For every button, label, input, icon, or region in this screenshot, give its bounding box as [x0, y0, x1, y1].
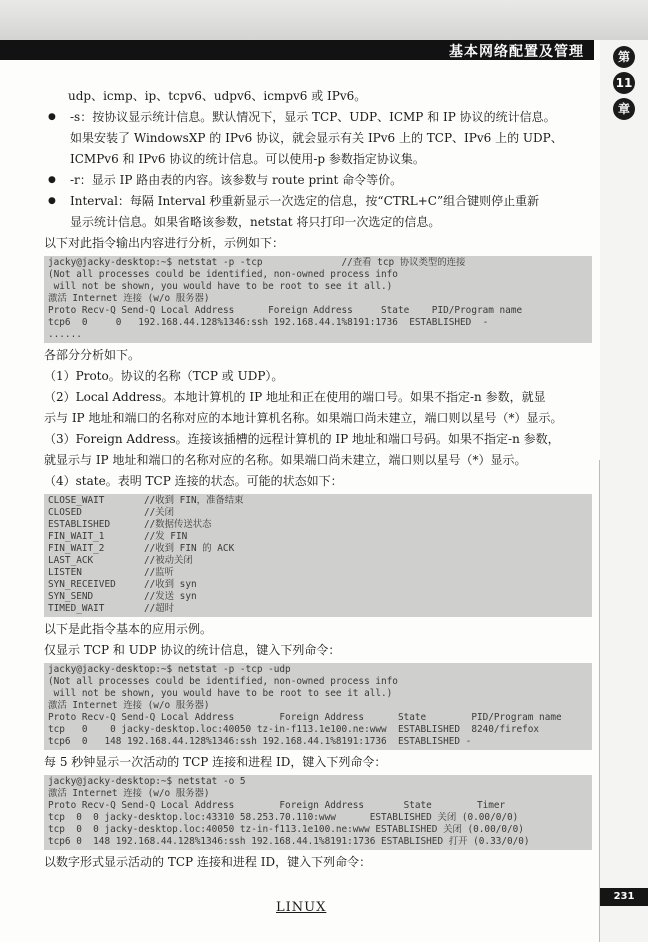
paragraph: 以下对此指令输出内容进行分析，示例如下： — [44, 236, 285, 250]
chapter-tab — [608, 44, 640, 124]
paragraph: （1）Proto。协议的名称（TCP 或 UDP）。 — [44, 369, 284, 383]
bullet-item-s — [44, 107, 592, 170]
state-desc: //超时 — [144, 603, 175, 614]
code-line: Proto Recv-Q Send-Q Local Address Foreign Address State Timer — [48, 800, 506, 811]
state-desc: //收到 FIN，准备结束 — [144, 495, 244, 506]
bullet-text: 如果安装了 WindowsXP 的 IPv6 协议，就会显示有关 IPv6 上的 TCP、IPv6 上的 UDP、 — [70, 131, 563, 145]
chapter-sidebar — [600, 40, 648, 942]
bullet-text: -r：显示 IP 路由表的内容。该参数与 route print 命令等价。 — [70, 173, 403, 187]
bullet-dot-icon: ● — [48, 112, 56, 122]
paragraph: 仅显示 TCP 和 UDP 协议的统计信息，键入下列命令： — [44, 643, 341, 657]
paragraph: 每 5 秒钟显示一次活动的 TCP 连接和进程 ID，键入下列命令： — [44, 755, 387, 769]
state-desc: //监听 — [144, 567, 175, 578]
footer-logo-text: LINUX — [276, 900, 327, 915]
bullet-text: Interval：每隔 Interval 秒重新显示一次选定的信息，按“CTRL+C”组合键则停止重新 — [70, 194, 540, 208]
state-name: FIN_WAIT_2 — [48, 543, 105, 554]
state-desc: //数据传送状态 — [144, 519, 212, 530]
code-line: jacky@jacky-desktop:~$ netstat -p -tcp //查看 tcp 协议类型的连接 — [48, 257, 466, 268]
state-name: LAST_ACK — [48, 555, 94, 566]
page-number: 231 — [600, 888, 648, 906]
code-line: will not be shown, you would have to be root to see it all.) — [48, 688, 393, 699]
code-line: jacky@jacky-desktop:~$ netstat -o 5 — [48, 776, 246, 787]
code-line: will not be shown, you would have to be root to see it all.) — [48, 281, 393, 292]
state-name: CLOSE_WAIT — [48, 495, 105, 506]
state-name: LISTEN — [48, 567, 82, 578]
bullet-item-r — [44, 170, 592, 191]
paragraph-continuation: udp、icmp、ip、tcpv6、udpv6、icmpv6 或 IPv6。 — [68, 89, 367, 103]
state-desc: //发送 syn — [144, 591, 197, 602]
bullet-dot-icon: ● — [48, 196, 56, 206]
page-body — [44, 86, 592, 873]
state-desc: //关闭 — [144, 507, 175, 518]
bullet-text: -s：按协议显示统计信息。默认情况下，显示 TCP、UDP、ICMP 和 IP 协议的统计信息。 — [70, 110, 556, 124]
running-header-title: 基本网络配置及管理 — [449, 44, 584, 60]
paragraph: （4）state。表明 TCP 连接的状态。可能的状态如下： — [44, 474, 343, 488]
code-line: tcp 0 0 jacky-desktop.loc:40050 tz-in-f113.1e100.ne:www ESTABLISHED 8240/firefox — [48, 724, 540, 735]
code-line: tcp6 0 148 192.168.44.128%1346:ssh 192.168.44.1%8191:1736 ESTABLISHED 打开 (0.33/0/0) — [48, 836, 530, 847]
code-block-netstat-tcp-udp — [44, 663, 592, 750]
state-name: CLOSED — [48, 507, 82, 518]
paragraph: 就显示与 IP 地址和端口的名称对应的名称。如果端口尚未建立，端口则以星号（*）显示。 — [44, 453, 527, 467]
bullet-dot-icon: ● — [48, 175, 56, 185]
code-line: 激活 Internet 连接 (w/o 服务器) — [48, 700, 210, 711]
code-block-netstat-o — [44, 775, 592, 850]
state-name: SYN_RECEIVED — [48, 579, 116, 590]
bullet-text: ICMPv6 和 IPv6 协议的统计信息。可以使用-p 参数指定协议集。 — [70, 152, 425, 166]
code-line: tcp6 0 148 192.168.44.128%1346:ssh 192.168.44.1%8191:1736 ESTABLISHED - — [48, 736, 472, 747]
code-line: ...... — [48, 329, 82, 340]
code-line: jacky@jacky-desktop:~$ netstat -p -tcp -udp — [48, 664, 291, 675]
paragraph: （2）Local Address。本地计算机的 IP 地址和正在使用的端口号。如果不指定-n 参数，就显 — [44, 390, 546, 404]
paragraph: 示与 IP 地址和端口的名称对应的本地计算机名称。如果端口尚未建立，端口则以星号（*）显示。 — [44, 411, 563, 425]
code-line: Proto Recv-Q Send-Q Local Address Foreign Address State PID/Program name — [48, 305, 523, 316]
code-line: tcp 0 0 jacky-desktop.loc:43310 58.253.70.110:www ESTABLISHED 关闭 (0.00/0/0) — [48, 812, 519, 823]
code-line: Proto Recv-Q Send-Q Local Address Foreign Address State PID/Program name — [48, 712, 562, 723]
code-line: 激活 Internet 连接 (w/o 服务器) — [48, 293, 210, 304]
chapter-char-1: 第 — [613, 46, 635, 68]
top-band — [0, 0, 648, 40]
bullet-text: 显示统计信息。如果省略该参数，netstat 将只打印一次选定的信息。 — [70, 215, 441, 229]
state-desc: //被动关闭 — [144, 555, 193, 566]
state-name: TIMED_WAIT — [48, 603, 105, 614]
paragraph: 各部分分析如下。 — [44, 348, 141, 362]
code-block-netstat-tcp — [44, 256, 592, 343]
margin-rule — [599, 460, 600, 942]
state-name: FIN_WAIT_1 — [48, 531, 105, 542]
code-line: 激活 Internet 连接 (w/o 服务器) — [48, 788, 210, 799]
code-line: tcp6 0 0 192.168.44.128%1346:ssh 192.168.44.1%8191:1736 ESTABLISHED - — [48, 317, 489, 328]
paragraph: 以数字形式显示活动的 TCP 连接和进程 ID，键入下列命令： — [44, 855, 372, 869]
state-desc: //发 FIN — [144, 531, 188, 542]
code-line: tcp 0 0 jacky-desktop.loc:40050 tz-in-f113.1e100.ne:www ESTABLISHED 关闭 (0.00/0/0) — [48, 824, 524, 835]
state-name: SYN_SEND — [48, 591, 94, 602]
running-header — [0, 40, 594, 60]
code-line: (Not all processes could be identified, non-owned process info — [48, 269, 398, 280]
state-desc: //收到 syn — [144, 579, 197, 590]
chapter-number: 11 — [613, 72, 635, 94]
code-block-states — [44, 494, 592, 617]
chapter-char-2: 章 — [613, 98, 635, 120]
bullet-item-interval — [44, 191, 592, 233]
state-name: ESTABLISHED — [48, 519, 111, 530]
paragraph: 以下是此指令基本的应用示例。 — [44, 622, 213, 636]
state-desc: //收到 FIN 的 ACK — [144, 543, 235, 554]
code-line: (Not all processes could be identified, non-owned process info — [48, 676, 398, 687]
paragraph: （3）Foreign Address。连接该插槽的远程计算机的 IP 地址和端口号码。如果不指定-n 参数， — [44, 432, 560, 446]
